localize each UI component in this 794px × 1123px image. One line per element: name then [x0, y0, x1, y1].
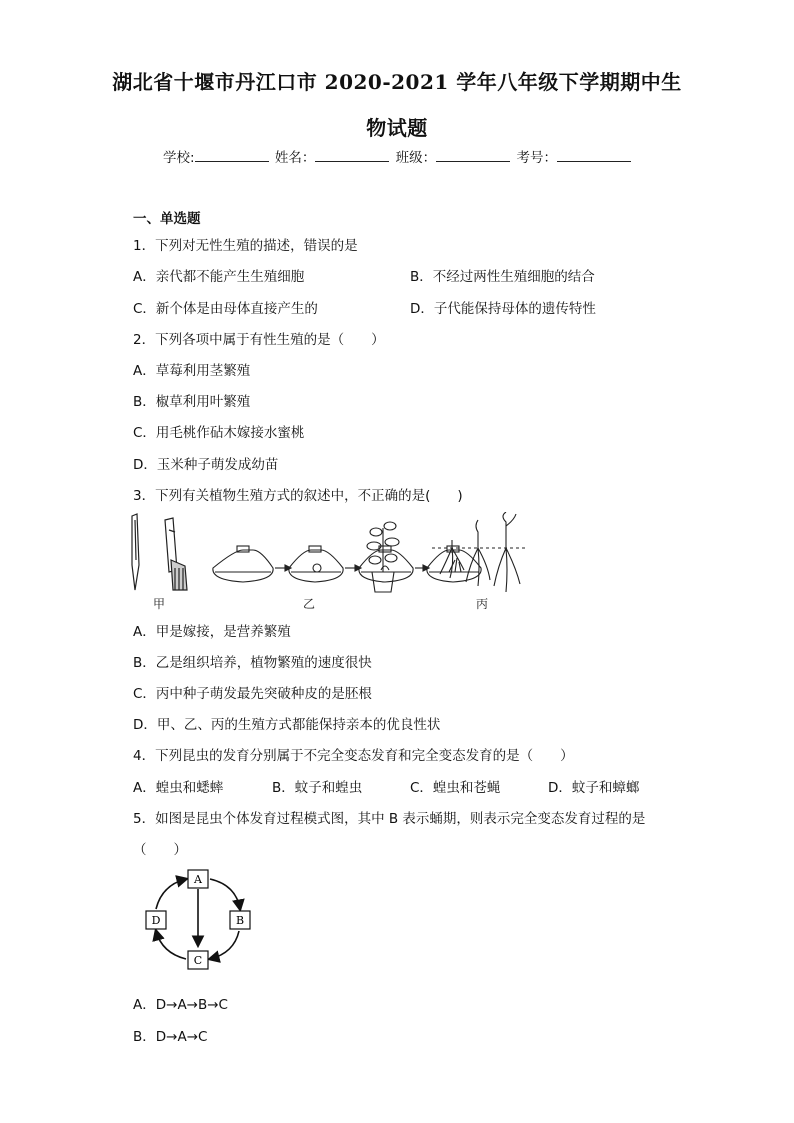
q1-option-c: C．新个体是由母体直接产生的 [133, 301, 318, 317]
q3-option-a: A．甲是嫁接，是营养繁殖 [133, 624, 291, 640]
exam-title-line2: 物试题 [366, 116, 428, 140]
q5-option-b: B．D→A→C [133, 1029, 208, 1045]
grafting-stock-drawing [165, 518, 187, 590]
stage-label-c: C [193, 954, 203, 967]
q2-option-c: C．用毛桃作砧木嫁接水蜜桃 [133, 425, 305, 441]
figure-label-yi: 乙 [303, 597, 316, 611]
q1-stem: 1．下列对无性生殖的描述，错误的是 [133, 238, 358, 254]
class-blank[interactable] [436, 147, 510, 162]
seed-germination-drawing [432, 512, 528, 592]
stage-label-d: D [151, 914, 161, 927]
q4-option-b: B．蚊子和蝗虫 [272, 780, 363, 796]
q5-option-a: A．D→A→B→C [133, 997, 228, 1013]
q4-option-d: D．蚊子和蟑螂 [548, 780, 640, 796]
class-label: 班级： [395, 150, 437, 166]
grafting-scion-drawing [132, 514, 139, 590]
figure-label-jia: 甲 [153, 597, 166, 611]
q3-option-c: C．丙中种子萌发最先突破种皮的是胚根 [133, 686, 372, 702]
cycle-arc-c-d [156, 931, 186, 959]
section-title: 一、单选题 [133, 211, 201, 227]
id-label: 考号： [516, 150, 557, 166]
q5-life-cycle-diagram [140, 865, 260, 975]
q4-option-a: A．蝗虫和蟋蟀 [133, 780, 224, 796]
q2-option-d: D．玉米种子萌发成幼苗 [133, 457, 279, 473]
q2-stem: 2．下列各项中属于有性生殖的是（ ） [133, 332, 385, 348]
student-info-row [163, 146, 633, 166]
q1-option-d: D．子代能保持母体的遗传特性 [410, 301, 596, 317]
potted-plant-drawing [367, 522, 399, 592]
q3-stem: 3．下列有关植物生殖方式的叙述中，不正确的是( ) [133, 488, 463, 504]
cycle-arc-a-b [210, 879, 240, 909]
school-label: 学校: [163, 150, 195, 166]
school-blank[interactable] [195, 147, 269, 162]
exam-title-line1: 湖北省十堰市丹江口市 2020-2021 学年八年级下学期期中生 [112, 70, 682, 94]
stage-label-a: A [194, 873, 202, 886]
q4-stem: 4．下列昆虫的发育分别属于不完全变态发育和完全变态发育的是（ ） [133, 748, 574, 764]
name-blank[interactable] [315, 147, 389, 162]
cycle-arc-b-c [210, 931, 239, 959]
q2-option-b: B．椒草利用叶繁殖 [133, 394, 251, 410]
q4-option-c: C．蝗虫和苍蝇 [410, 780, 501, 796]
figure-label-bing: 丙 [476, 597, 489, 611]
id-blank[interactable] [557, 147, 631, 162]
q5-stem: 5．如图是昆虫个体发育过程模式图，其中 B 表示蛹期，则表示完全变态发育过程的是 [133, 811, 646, 827]
stage-label-b: B [235, 914, 245, 927]
q5-stem-cont: （ ） [133, 842, 187, 858]
q2-option-a: A．草莓利用茎繁殖 [133, 363, 251, 379]
q3-figure-right [360, 512, 530, 614]
q1-option-a: A．亲代都不能产生生殖细胞 [133, 269, 305, 285]
cycle-arc-d-a [156, 879, 186, 909]
name-label: 姓名： [274, 150, 316, 166]
q1-option-b: B．不经过两性生殖细胞的结合 [410, 269, 595, 285]
q3-option-d: D．甲、乙、丙的生殖方式都能保持亲本的优良性状 [133, 717, 441, 733]
q3-option-b: B．乙是组织培养，植物繁殖的速度很快 [133, 655, 372, 671]
